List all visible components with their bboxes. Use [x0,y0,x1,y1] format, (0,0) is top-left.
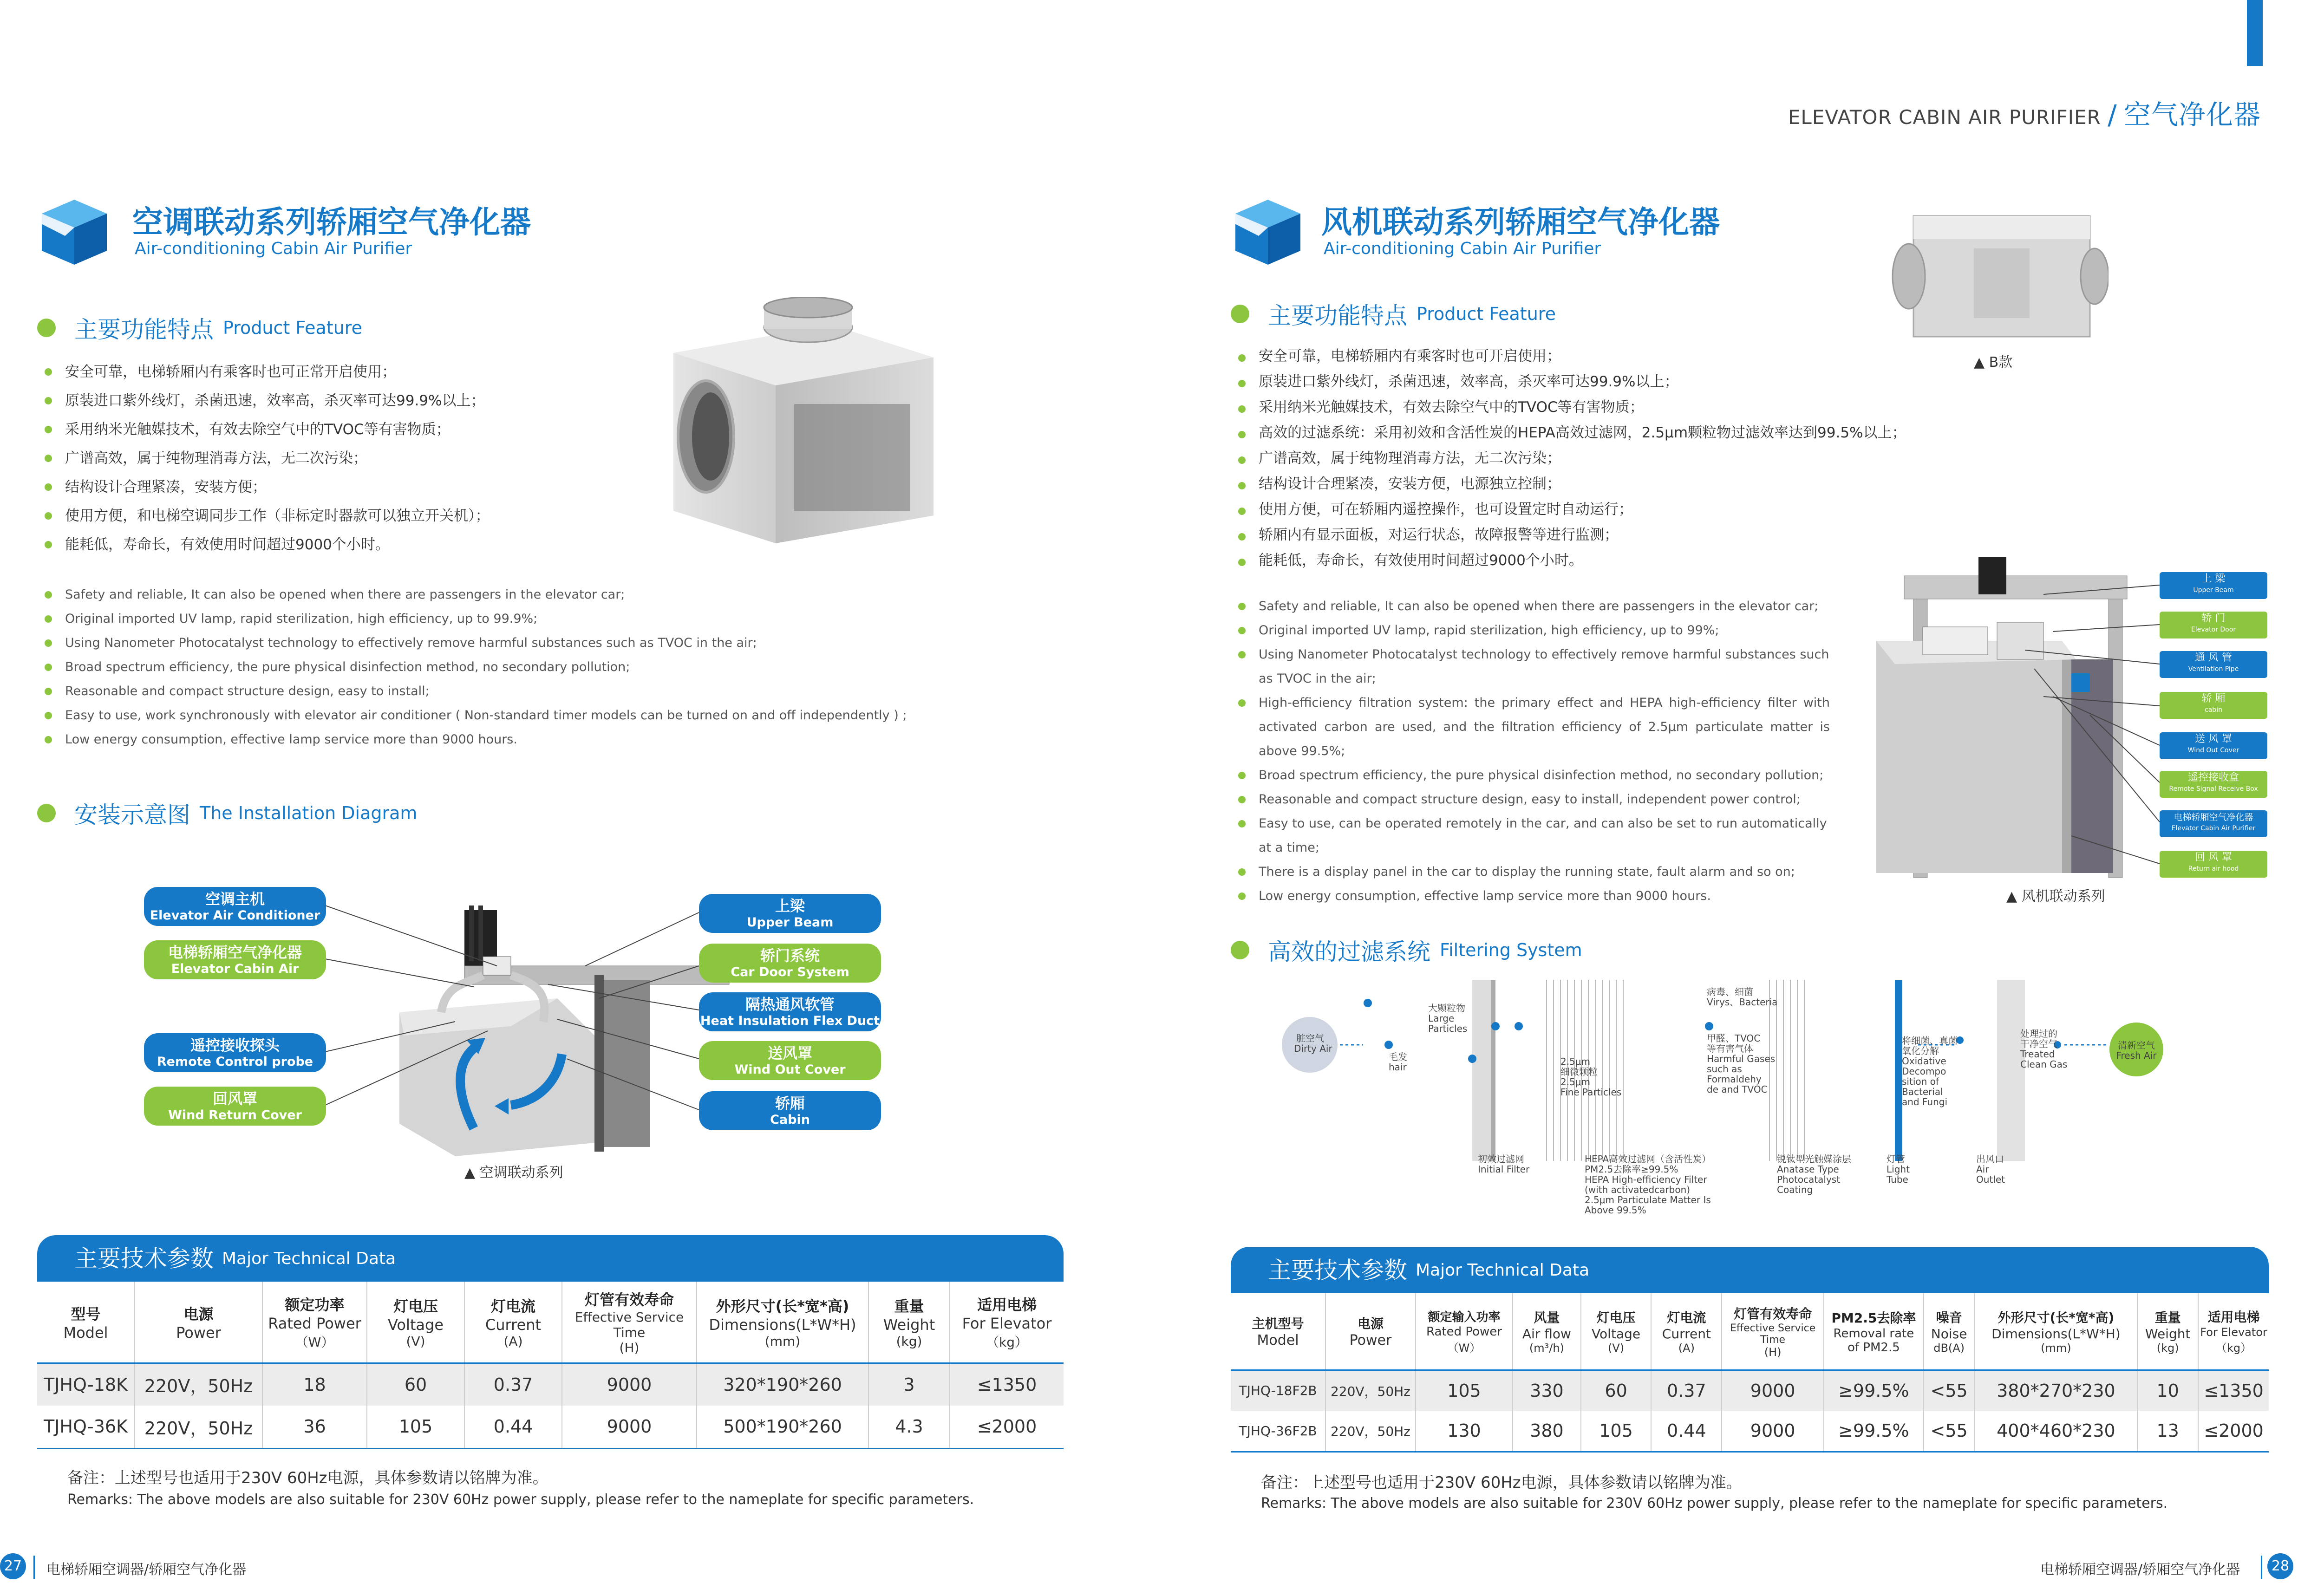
label-cabin-air-purifier: 电梯轿厢空气净化器 Elevator Cabin Air Purifier [144,940,326,979]
list-item: 使用方便，和电梯空调同步工作（非标定时器款可以独立开关机）； [42,502,490,530]
diagram-leader-lines [2025,576,2164,882]
list-item: Easy to use, can be operated remotely in the car, and can also be set to run automatically at a time; [1235,812,1830,860]
footer-text: 电梯轿厢空调器/轿厢空气净化器 [2040,1562,2240,1578]
list-item: Easy to use, work synchronously with elevator air conditioner ( Non-standard timer models can be turned on and off independently ) ; [42,704,971,728]
list-item: 采用纳米光触媒技术，有效去除空气中的TVOC等有害物质； [1235,395,1906,420]
virus-bacteria-label: 病毒、细菌 Virys、Bacteria [1707,986,1778,1008]
list-item: 安全可靠，电梯轿厢内有乘客时也可开启使用； [1235,344,1906,369]
footer-divider [2261,1556,2262,1579]
feature-list-en [42,583,971,752]
air-outlet-label: 出风口 Air Outlet [1976,1153,2005,1185]
list-item: There is a display panel in the car to display the running state, fault alarm and so on; [1235,860,1830,884]
table-header: 灯电压 Voltage (V) [367,1282,464,1363]
product-caption-b: ▲ B款 [1974,354,2013,371]
table-header: 外形尺寸(长*宽*高) Dimensions(L*W*H) (mm) [697,1282,868,1363]
install-heading: 安装示意图 The Installation Diagram [37,796,417,830]
table-header: 灯电流 Current (A) [464,1282,562,1363]
list-item: 安全可靠，电梯轿厢内有乘客时也可正常开启使用； [42,358,490,386]
large-particles-label: 大颗粒物 Large Particles [1428,1003,1468,1034]
label-ventilation-pipe: 通 风 管 Ventilation Pipe [2160,651,2267,678]
label-wind-out-cover: 送风罩 Wind Out Cover [699,1041,881,1080]
spec-table-right [1231,1293,2269,1453]
page-title: 风机联动系列轿厢空气净化器 [1321,204,1720,240]
table-row: TJHQ-18F2B 220V，50Hz 105 330 60 0.37 9000 ≥99.5% <55 380*270*230 10 ≤1350 [1231,1370,2269,1411]
table-row: TJHQ-18K 220V，50Hz 18 60 0.37 9000 320*190*260 3 ≤1350 [37,1363,1064,1406]
list-item: 结构设计合理紧凑，安装方便，电源独立控制； [1235,471,1906,497]
list-item: Reasonable and compact structure design, easy to install; [42,679,971,704]
bullet-dot-icon [1231,941,1249,959]
label-cabin: 轿 厢 cabin [2160,692,2267,719]
list-item: Broad spectrum efficiency, the pure physical disinfection method, no secondary pollution; [1235,763,1830,788]
table-header: 灯电压 Voltage (V) [1581,1293,1652,1370]
list-item: Safety and reliable, It can also be opened when there are passengers in the elevator car; [1235,594,1830,619]
table-header: 重量 Weight (kg) [868,1282,950,1363]
list-item: 使用方便，可在轿厢内遥控操作，也可设置定时自动运行； [1235,497,1906,522]
top-accent-bar [2247,0,2263,66]
label-elevator-door: 轿 门 Elevator Door [2160,612,2267,638]
table-row: TJHQ-36K 220V，50Hz 36 105 0.44 9000 500*190*260 4.3 ≤2000 [37,1406,1064,1448]
remark-cn: 备注：上述型号也适用于230V 60Hz电源，具体参数请以铭牌为准。 [1261,1473,1742,1492]
table-header: 灯电流 Current (A) [1651,1293,1722,1370]
label-return-air-hood: 回 风 罩 Return air hood [2160,851,2267,878]
list-item: 轿厢内有显示面板，对运行状态，故障报警等进行监测； [1235,522,1906,548]
anatase-coating-label: 锐钛型光触媒涂层 Anatase Type Photocatalyst Coating [1777,1153,1851,1195]
light-tube-label: 灯管 Light Tube [1887,1153,1910,1185]
feature-list-cn [42,358,490,559]
table-header: 额定功率 Rated Power （W） [262,1282,367,1363]
hair-label: 毛发 hair [1389,1051,1407,1073]
table-header: 型号 Model [37,1282,135,1363]
page-header: ELEVATOR CABIN AIR PURIFIER / 空气净化器 [1788,99,2261,130]
product-image-ac-purifier [659,297,947,548]
remark-en: Remarks: The above models are also suitable for 230V 60Hz power supply, please refer to the nameplate for specific parameters. [1261,1495,2168,1511]
list-item: 采用纳米光触媒技术，有效去除空气中的TVOC等有害物质； [42,415,490,444]
list-item: High-efficiency filtration system: the primary effect and HEPA high-efficiency filter with activated carbon are used, and the filtration efficiency of 2.5μm particulate matter is above 99.5%; [1235,691,1830,763]
label-upper-beam: 上梁 Upper Beam [699,894,881,933]
dirty-air-label: 脏空气 Dirty Air [1294,1033,1332,1054]
feature-heading: 主要功能特点 Product Feature [1231,297,1556,331]
label-heat-insulation-flex-duct: 隔热通风软管 Heat Insulation Flex Duct [699,992,881,1031]
list-item: Using Nanometer Photocatalyst technology to effectively remove harmful substances such as TVOC in the air; [42,631,971,655]
table-header: 灯管有效寿命 Effective Service Time (H) [1722,1293,1824,1370]
page-number: 27 [0,1553,26,1579]
label-elevator-air-conditioner: 空调主机 Elevator Air Conditioner [144,887,326,926]
spec-table-left [37,1282,1064,1449]
remark-cn: 备注：上述型号也适用于230V 60Hz电源，具体参数请以铭牌为准。 [67,1469,548,1487]
list-item: Low energy consumption, effective lamp service more than 9000 hours. [42,728,971,752]
bullet-dot-icon [37,319,56,337]
list-item: 能耗低，寿命长，有效使用时间超过9000个小时。 [1235,548,1906,573]
table-header: 适用电梯 For Elevator （kg） [950,1282,1064,1363]
bullet-dot-icon [1231,305,1249,323]
table-header: 外形尺寸(长*宽*高) Dimensions(L*W*H) (mm) [1975,1293,2138,1370]
table-header: 灯管有效寿命 Effective Service Time (H) [562,1282,697,1363]
install-caption: ▲ 空调联动系列 [464,1165,563,1181]
list-item: 高效的过滤系统：采用初效和含活性炭的HEPA高效过滤网，2.5μm颗粒物过滤效率达到99.5%以上； [1235,420,1906,446]
label-cabin-air-purifier: 电梯轿厢空气净化器 Elevator Cabin Air Purifier [2160,810,2267,837]
product-image-b-type [1890,211,2109,341]
table-header: 额定输入功率 Rated Power （W） [1416,1293,1513,1370]
list-item: Original imported UV lamp, rapid sterilization, high efficiency, up to 99%; [1235,619,1830,643]
table-title: 主要技术参数 Major Technical Data [1231,1247,2269,1293]
list-item: Low energy consumption, effective lamp service more than 9000 hours. [1235,884,1830,908]
list-item: 广谱高效，属于纯物理消毒方法，无二次污染； [1235,446,1906,471]
page-number: 28 [2267,1553,2293,1579]
label-cabin: 轿厢 Cabin [699,1091,881,1130]
feature-list-en [1235,594,1830,908]
table-title: 主要技术参数 Major Technical Data [37,1235,1064,1282]
feature-heading: 主要功能特点 Product Feature [37,311,362,345]
table-header: 适用电梯 For Elevator （kg） [2198,1293,2269,1370]
table-header: 电源 Power [1325,1293,1416,1370]
initial-filter-label: 初效过滤网 Initial Filter [1478,1153,1530,1175]
cube-logo-icon [37,195,111,269]
table-row: TJHQ-36F2B 220V，50Hz 130 380 105 0.44 9000 ≥99.5% <55 400*460*230 13 ≤2000 [1231,1411,2269,1452]
harmful-gases-label: 甲醛、TVOC 等有害气体 Harmful Gases such as Formaldehy de and TVOC [1707,1033,1776,1095]
table-header: 风量 Air flow (m³/h) [1513,1293,1581,1370]
label-upper-beam: 上 梁 Upper Beam [2160,572,2267,599]
list-item: Broad spectrum efficiency, the pure physical disinfection method, no secondary pollution; [42,655,971,679]
table-header: PM2.5去除率 Removal rate of PM2.5 [1824,1293,1924,1370]
page-subtitle: Air-conditioning Cabin Air Purifier [1324,239,1601,258]
label-remote-control-probe: 遥控接收探头 Remote Control probe [144,1033,326,1072]
remark-en: Remarks: The above models are also suitable for 230V 60Hz power supply, please refer to the nameplate for specific parameters. [67,1492,974,1508]
list-item: 能耗低，寿命长，有效使用时间超过9000个小时。 [42,530,490,559]
list-item: Reasonable and compact structure design, easy to install, independent power control; [1235,788,1830,812]
treated-clean-gas-label: 处理过的 干净空气 Treated Clean Gas [2020,1028,2068,1070]
list-item: 广谱高效，属于纯物理消毒方法，无二次污染； [42,444,490,473]
list-item: 原装进口紫外线灯，杀菌迅速，效率高，杀灭率可达99.9%以上； [1235,369,1906,395]
list-item: 结构设计合理紧凑，安装方便； [42,473,490,502]
list-item: Safety and reliable, It can also be opened when there are passengers in the elevator car; [42,583,971,607]
list-item: 原装进口紫外线灯，杀菌迅速，效率高，杀灭率可达99.9%以上； [42,386,490,415]
footer-divider [33,1556,35,1579]
oxidative-decomposition-label: 将细菌、真菌 氧化分解 Oxidative Decompo sition of Bacterial and Fungi [1902,1035,1958,1107]
feature-list-cn [1235,344,1906,573]
fine-particles-label: 2.5μm 细微颗粒 2.5μm Fine Particles [1560,1056,1622,1098]
table-header: 主机型号 Model [1231,1293,1325,1370]
label-remote-signal-receive-box: 遥控接收盒 Remote Signal Receive Box [2160,771,2267,798]
list-item: Using Nanometer Photocatalyst technology to effectively remove harmful substances such as TVOC in the air; [1235,643,1830,691]
label-wind-out-cover: 送 风 罩 Wind Out Cover [2160,732,2267,759]
filtering-system-diagram [1277,975,2169,1235]
list-item: Original imported UV lamp, rapid sterilization, high efficiency, up to 99.9%; [42,607,971,631]
bullet-dot-icon [37,804,56,822]
diagram-caption: ▲ 风机联动系列 [2006,888,2105,905]
table-header: 重量 Weight (kg) [2137,1293,2198,1370]
filter-heading: 高效的过滤系统 Filtering System [1231,933,1582,967]
label-wind-return-cover: 回风罩 Wind Return Cover [144,1087,326,1126]
page-title: 空调联动系列轿厢空气净化器 [132,204,531,240]
label-car-door-system: 轿门系统 Car Door System [699,944,881,983]
cube-logo-icon [1231,195,1305,269]
footer-text: 电梯轿厢空调器/轿厢空气净化器 [46,1562,247,1578]
fresh-air-label: 清新空气 Fresh Air [2116,1040,2157,1061]
page-subtitle: Air-conditioning Cabin Air Purifier [135,239,412,258]
table-header: 电源 Power [135,1282,262,1363]
hepa-filter-label: HEPA高效过滤网（含活性炭） PM2.5去除率≥99.5% HEPA High-efficiency Filter (with activatedcarbon) 2.5μm Particulate Matter Is Above 99.5% [1585,1153,1711,1216]
table-header: 噪音 Noise dB(A) [1924,1293,1975,1370]
